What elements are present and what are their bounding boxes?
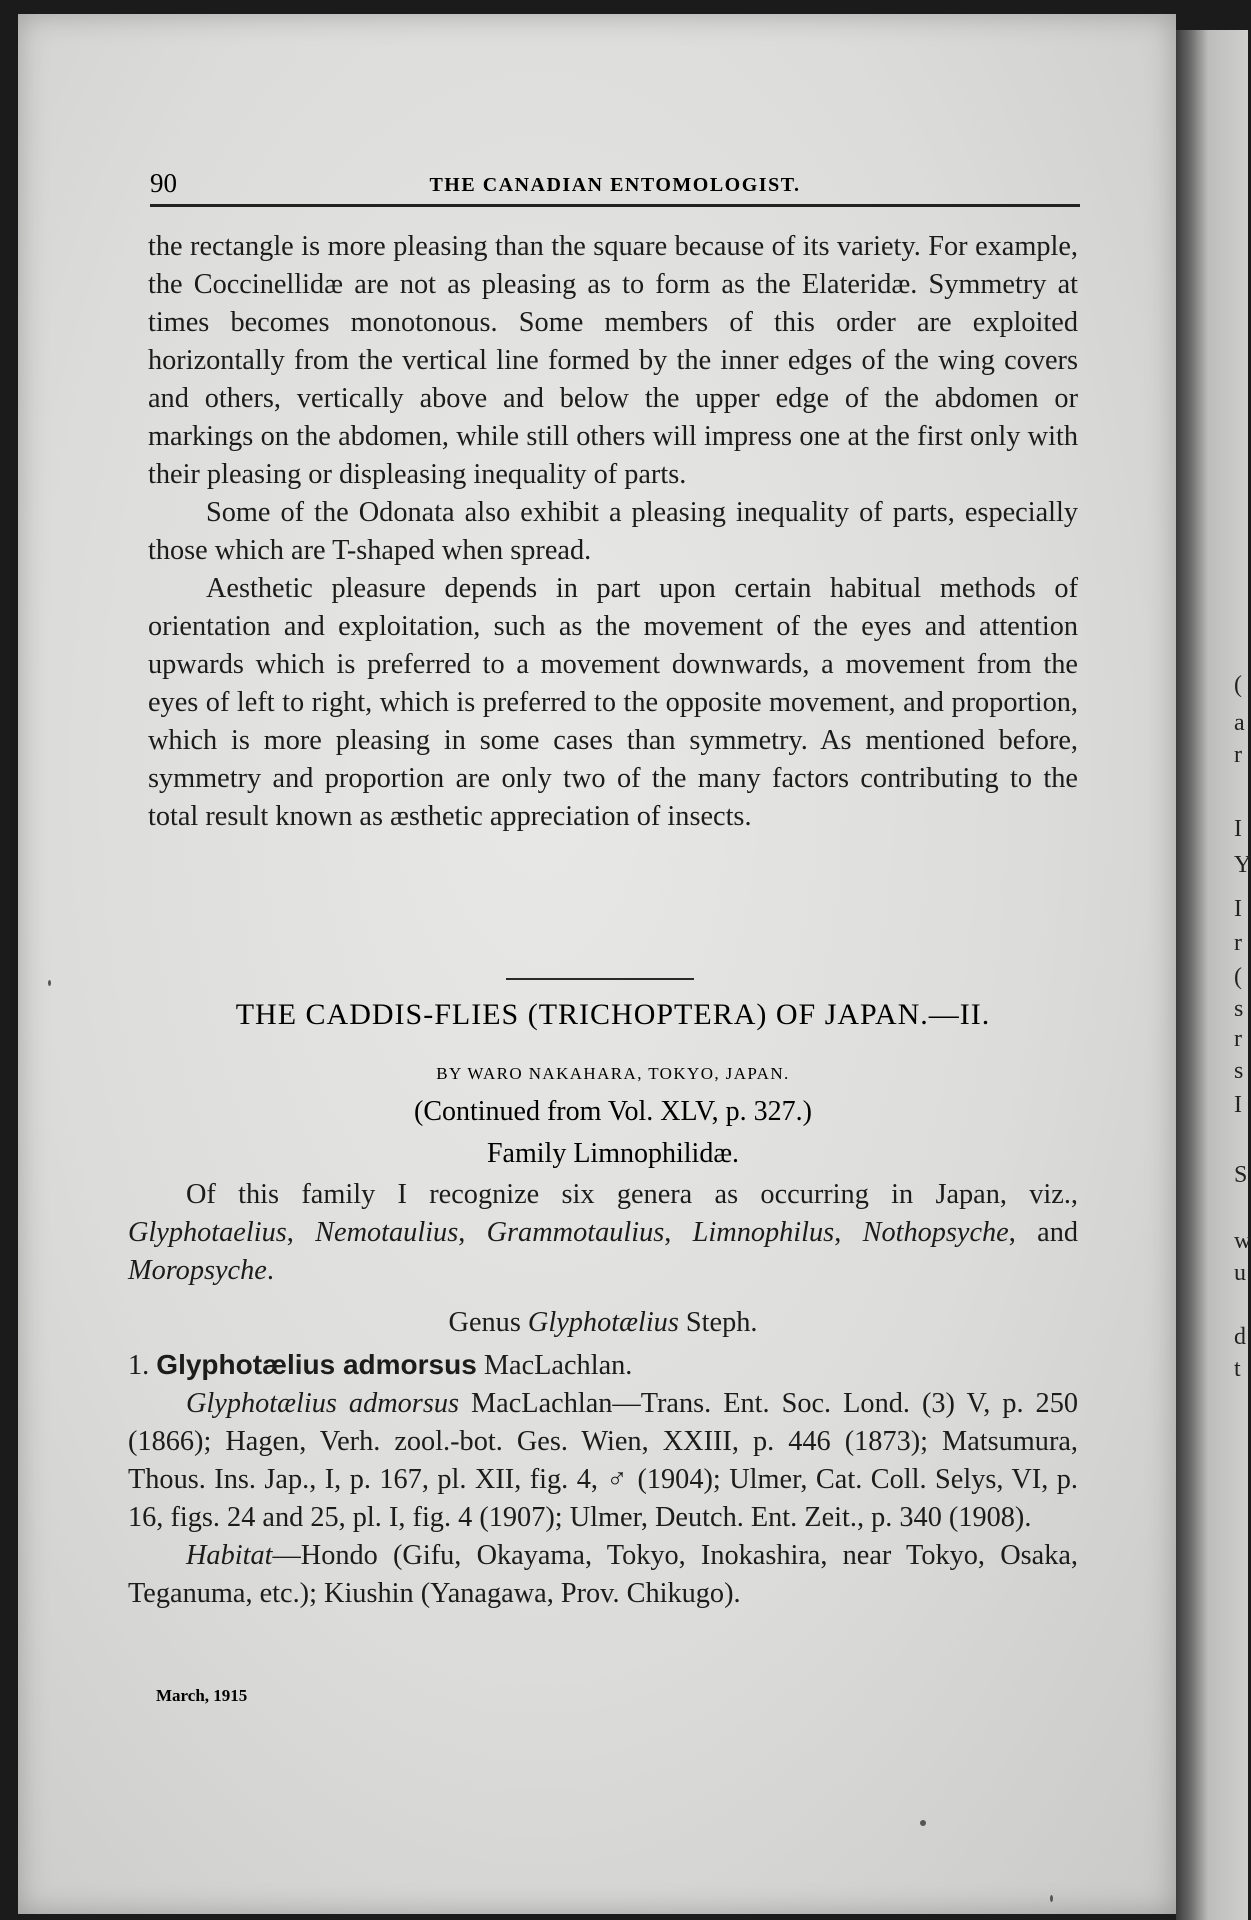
adjacent-page-fragment: I xyxy=(1234,1092,1242,1118)
habitat: Habitat—Hondo (Gifu, Okayama, Tokyo, Inokashira, near Tokyo, Osaka, Teganuma, etc.); Kiushin (Yanagawa, Prov. Chikugo). xyxy=(128,1540,1078,1609)
paper-speck xyxy=(920,1820,926,1826)
genus-heading: Genus Glyphotælius Steph. xyxy=(448,1307,758,1338)
genus-ref: Moropsyche xyxy=(128,1255,267,1286)
article-title: THE CADDIS-FLIES (TRICHOPTERA) OF JAPAN.—II. xyxy=(235,998,991,1031)
adjacent-page-fragment: I xyxy=(1234,816,1242,842)
adjacent-page-fragment: r xyxy=(1234,742,1242,768)
paper-speck xyxy=(48,980,51,986)
article-byline: BY WARO NAKAHARA, TOKYO, JAPAN. xyxy=(436,1064,790,1083)
adjacent-page-fragment: d xyxy=(1234,1324,1246,1350)
synonymy: Glyphotælius admorsus MacLachlan—Trans. Ent. Soc. Lond. (3) V, p. 250 (1866); Hagen, Verh. zool.-bot. Ges. Wien, XXIII, p. 446 (1873); Matsumura, Thous. Ins. Jap., I, p. 167, pl. XII, fig. 4, ♂ (1904); Ulmer, Cat. Coll. Selys, VI, p. 16, figs. 24 and 25, pl. I, fig. 4 (1907); Ulmer, Deutch. Ent. Zeit., p. 340 (1908). xyxy=(128,1388,1078,1533)
journal-title: THE CANADIAN ENTOMOLOGIST. xyxy=(429,174,801,196)
adjacent-page-fragment: I xyxy=(1234,896,1242,922)
adjacent-page-fragment: ( xyxy=(1234,964,1242,990)
paragraph: the rectangle is more pleasing than the square because of its variety. For example, the Coccinellidæ are not as pleasing as to form as the Elateridæ. Symmetry at times becomes monotonous. Some members of this order are exploited horizontally from the vertical line formed by the inner edges of the wing covers and others, vertically above and below the upper edge of the abdomen or markings on the abdomen, while still others will impress one at the first only with their pleasing or displeasing inequality of parts. xyxy=(148,231,1078,490)
species-heading: 1. Glyphotælius admorsus MacLachlan. xyxy=(128,1349,633,1381)
section-divider xyxy=(506,978,694,980)
running-head xyxy=(150,168,1080,207)
family-heading: Family Limnophilidæ. xyxy=(486,1138,739,1169)
family-intro: Of this family I recognize six genera as occurring in Japan, viz., Glyphotaelius, Nemotaulius, Grammotaulius, Limnophilus, Nothopsyche, and Moropsyche. xyxy=(128,1179,1078,1286)
body-text xyxy=(148,228,1078,836)
paper-speck xyxy=(1050,1895,1053,1902)
genus-ref: Limnophilus xyxy=(692,1217,835,1248)
adjacent-page-fragment: u xyxy=(1234,1260,1246,1286)
paragraph: Aesthetic pleasure depends in part upon certain habitual methods of orientation and exploitation, such as the movement of the eyes and attention upwards which is preferred to a movement downwards, a movement from the eyes of left to right, which is preferred to the opposite movement, and proportion, which is more pleasing in some cases than symmetry. As mentioned before, symmetry and proportion are only two of the many factors contributing to the total result known as æsthetic appreciation of insects. xyxy=(148,573,1078,832)
adjacent-page-fragment: t xyxy=(1234,1356,1241,1382)
species-name: Glyphotælius admorsus xyxy=(156,1349,477,1380)
adjacent-page-edge xyxy=(1176,30,1251,1920)
genus-ref: Nothopsyche xyxy=(862,1217,1009,1248)
genus-ref: Grammotaulius xyxy=(486,1217,665,1248)
adjacent-page-fragment: r xyxy=(1234,1026,1242,1052)
paragraph: Some of the Odonata also exhibit a pleasing inequality of parts, especially those which are T-shaped when spread. xyxy=(148,497,1078,566)
genus-ref: Glyphotaelius xyxy=(128,1217,287,1248)
adjacent-page-fragment: w xyxy=(1234,1228,1251,1254)
issue-date: March, 1915 xyxy=(156,1686,248,1705)
adjacent-page-fragment: S xyxy=(1234,1162,1248,1188)
adjacent-page-fragment: a xyxy=(1234,710,1245,736)
adjacent-page-fragment: s xyxy=(1234,996,1244,1022)
taxonomy-section xyxy=(128,1176,1078,1613)
page-number: 90 xyxy=(150,168,177,198)
adjacent-page-fragment: s xyxy=(1234,1058,1244,1084)
continuation-note: (Continued from Vol. XLV, p. 327.) xyxy=(414,1096,812,1127)
adjacent-page-fragment: ( xyxy=(1234,672,1242,698)
genus-ref: Nemotaulius xyxy=(315,1217,459,1248)
adjacent-page-fragment: r xyxy=(1234,930,1242,956)
adjacent-page-fragment: Y xyxy=(1234,852,1251,878)
